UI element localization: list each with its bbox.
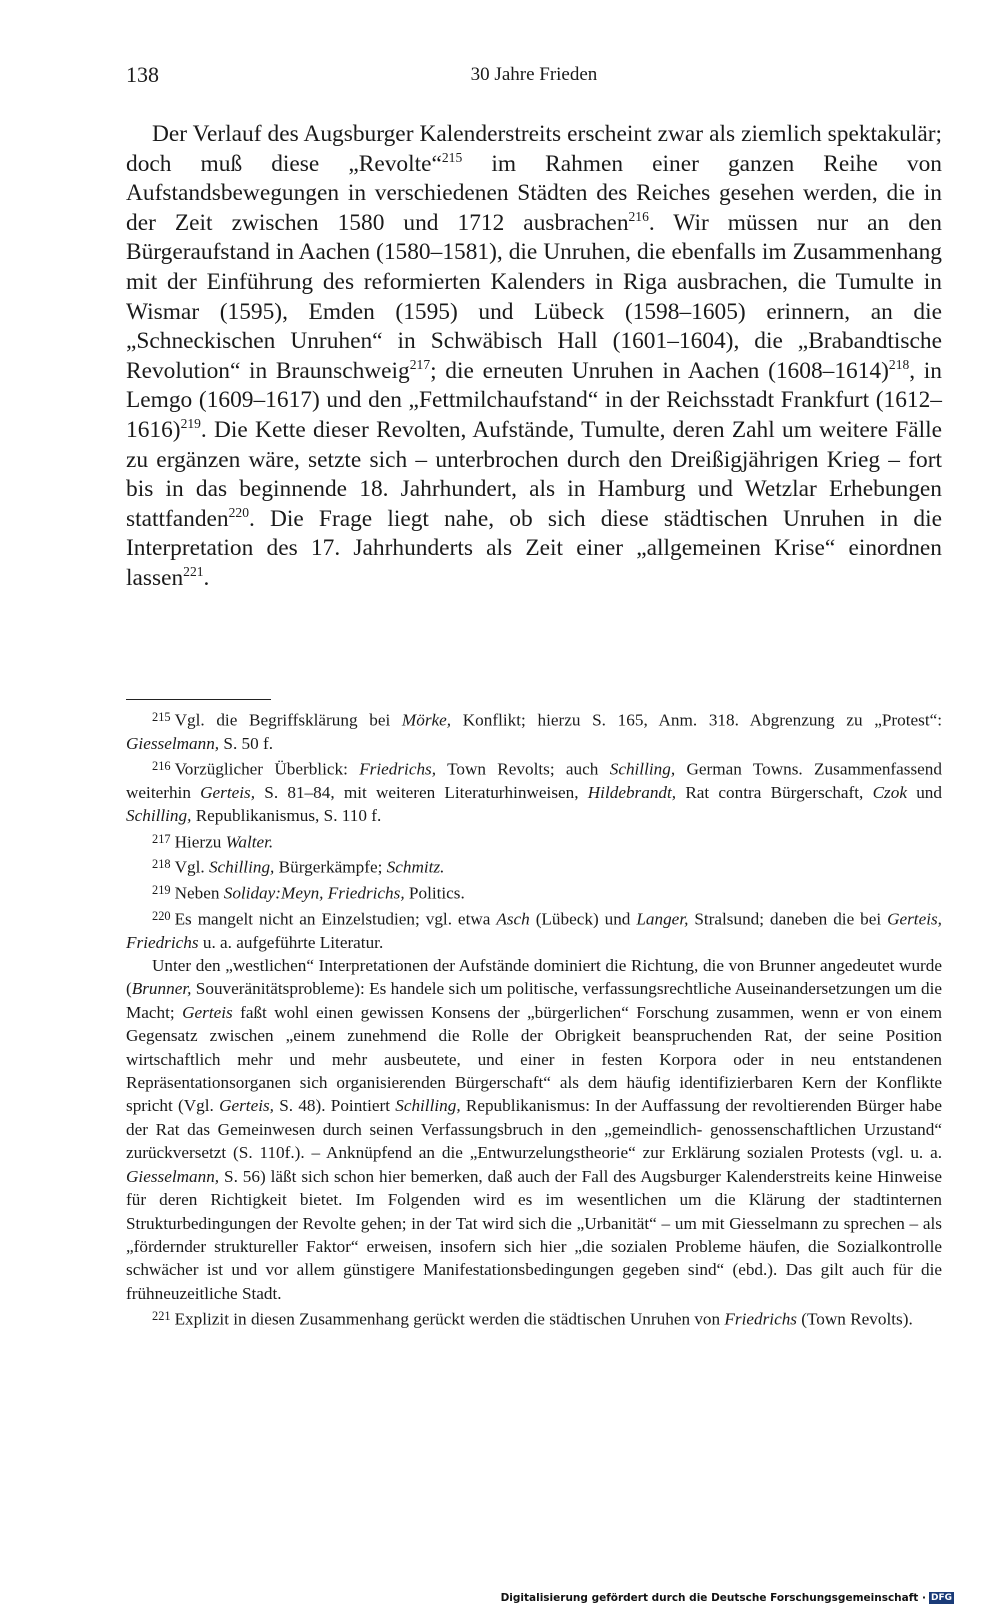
page-header (126, 62, 942, 92)
footnote-number: 221 (152, 1309, 171, 1324)
footnote-215: $^{215}$ Vgl. die Begriffsklärung bei Mörke, Konflikt; hierzu S. 165, Anm. 318. Abgrenzung zu „Protest“: Giesselmann, S. 50 f. (126, 710, 942, 753)
footnote-219: $^{219}$ Neben Soliday:Meyn, Friedrichs, Politics. (152, 883, 465, 903)
footnote-217: $^{217}$ Hierzu Walter. (152, 831, 274, 852)
footnote-218: $^{218}$ Vgl. Schilling, Bürgerkämpfe; Schmitz. (152, 857, 445, 877)
footnote-ref[interactable]: 217 (409, 356, 431, 372)
footnote-ref[interactable]: 218 (888, 356, 910, 372)
footnote-number: 215 (152, 710, 171, 724)
page-number: 138 (126, 62, 159, 87)
running-title: 30 Jahre Frieden (470, 64, 598, 85)
body-paragraph: Der Verlauf des Augsburger Kalenderstreits erscheint zwar als ziemlich spektakulär; doch muß diese „Revolte“$^{215}$ im Rahmen einer ganzen Reihe von Aufstandsbewegungen in verschiedenen Städten des Reiches gesehen werden, die in der Zeit zwischen 1580 und 1712 ausbrachen$^{216}$. Wir müssen nur an den Bürgeraufstand in Aachen (1580–1581), die Unruhen, die ebenfalls im Zusammenhang mit der Einführung des reformierten Kalenders in Riga ausbrachen, die Tumulte in Wismar (1595), Emden (1595) und Lübeck (1598–1605) erinnern, an die „Schneckischen Unruhen“ in Schwäbisch Hall (1601–1604), die „Brabandtische Revolution“ in Braunschweig$^{217}$; die erneuten Unruhen in Aachen (1608–1614)$^{218}$, in Lemgo (1609–1617) und den „Fettmilchaufstand“ in der Reichsstadt Frankfurt (1612–1616)$^{219}$. Die Kette dieser Revolten, Aufstände, Tumulte, deren Zahl um weitere Fälle zu ergänzen wäre, setzte sich – unterbrochen durch den Dreißigjährigen Krieg – fort bis in das beginnende 18. Jahrhundert, als in Hamburg und Wetzlar Erhebungen stattfanden$^{220}$. Die Frage liegt nahe, ob sich diese städtischen Unruhen in die Interpretation des 17. Jahrhunderts als Zeit einer „allgemeinen Krise“ einordnen lassen$^{221}$. (126, 121, 942, 591)
footnote-number: 217 (152, 831, 171, 846)
footnote-ref[interactable]: 219 (180, 416, 201, 432)
footnote-rule (126, 699, 271, 700)
footnote-220: $^{220}$ Es mangelt nicht an Einzelstudien; vgl. etwa Asch (Lübeck) und Langer, Stralsund; daneben die bei Gerteis, Friedrichs u. a. aufgeführte Literatur. (126, 908, 942, 952)
credit-text: Digitalisierung gefördert durch die Deutsche Forschungsgemeinschaft · (500, 1592, 926, 1604)
main-text (126, 120, 942, 594)
footnote-220-continuation: Unter den „westlichen“ Interpretationen der Aufstände dominiert die Richtung, die von Brunner angedeutet wurde (Brunner, Souveränitätsprobleme): Es handele sich um politische, verfassungsrechtliche Auseinandersetzungen um die Macht; Gerteis faßt wohl einen gewissen Konsens der „bürgerlichen“ Forschung zusammen, wenn er von einem Gegensatz zwischen „einem zunehmend die Rolle der Obrigkeit beanspruchenden Rat, der seine Position wirtschaftlich mehr und mehr ausbeutete, und einer in festen Korpora oder in neu entstandenen Repräsentationsorganen sich organisierenden Bürgerschaft“ als dem häufig identifizierbaren Kern der Konflikte spricht (Vgl. Gerteis, S. 48). Pointiert Schilling, Republikanismus: In der Auffassung der revoltierenden Bürger habe der Rat das Gemeinwesen durch seinen Verfassungsbruch in den „gemeindlich- genossenschaftlichen Urzustand“ zurückversetzt (S. 110f.). – Anknüpfend an die „Entwurzelungstheorie“ zur Erklärung sozialen Protests (vgl. u. a. Giesselmann, S. 56) läßt sich schon hier bemerken, daß auch der Fall des Augsburger Kalenderstreits keine Hinweise für deren Richtigkeit bietet. Im Folgenden wird es im wesentlichen um die Klärung der stadtinternen Strukturbedingungen der Revolte gehen; in der Tat wird sich die „Urbanität“ – um mit Giesselmann zu sprechen – als „fördernder struktureller Faktor“ erweisen, insofern sich hier „die sozialen Probleme häufen, die Sozialkontrolle schwächer ist und vor allem günstigere Manifestationsbedingungen gegeben sind“ (ebd.). Das gilt auch für die frühneuzeitliche Stadt. (126, 956, 942, 1303)
footnote-number: 218 (152, 857, 171, 872)
footnote-ref[interactable]: 215 (441, 149, 463, 165)
footnote-number: 216 (152, 759, 171, 774)
digitization-credit (501, 1592, 954, 1604)
footnote-number: 220 (152, 908, 171, 923)
footnote-221: $^{221}$ Explizit in diesen Zusammenhang gerückt werden die städtischen Unruhen von Friedrichs (Town Revolts). (152, 1309, 913, 1329)
dfg-logo: DFG (930, 1593, 952, 1603)
footnote-ref[interactable]: 216 (628, 208, 649, 224)
footnote-number: 219 (152, 883, 171, 898)
footnotes (126, 706, 942, 1331)
footnote-ref[interactable]: 221 (183, 564, 204, 580)
footnote-216: $^{216}$ Vorzüglicher Überblick: Friedrichs, Town Revolts; auch Schilling, German Towns. Zusammenfassend weiterhin Gerteis, S. 81–84, mit weiteren Literaturhinweisen, Hildebrandt, Rat contra Bürgerschaft, Czok und Schilling, Republikanismus, S. 110 f. (126, 759, 942, 826)
footnote-ref[interactable]: 220 (228, 504, 249, 520)
